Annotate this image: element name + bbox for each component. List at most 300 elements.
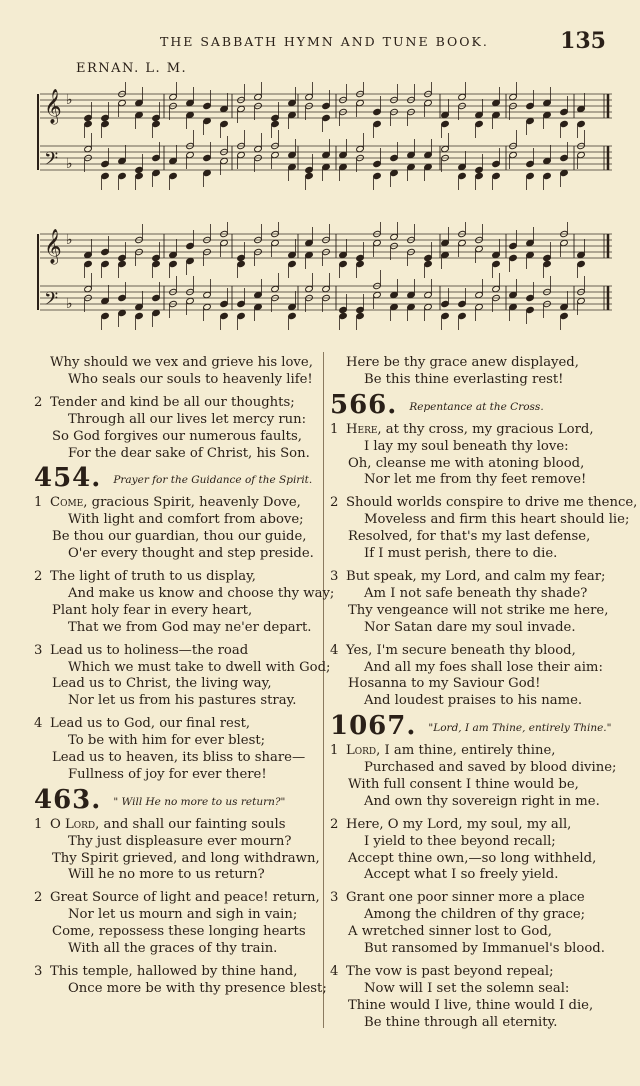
running-title: THE SABBATH HYMN AND TUNE BOOK. [160,34,489,49]
note-head [424,99,433,106]
note-head [526,117,535,124]
note-head [237,105,246,112]
line-text: Among the children of thy grace; [364,907,586,923]
note-head [509,93,518,100]
note-head [560,154,569,161]
note-head [101,312,110,319]
note-head [390,169,399,176]
line-text: Come, repossess these longing hearts [52,924,306,940]
note-head [543,157,552,164]
verse-line [34,603,324,620]
note-head [203,303,212,310]
note-head [526,102,535,109]
stanza-number: 2 [330,495,339,511]
note-head [543,99,552,106]
note-head [271,239,280,246]
note-head [271,151,280,158]
verse-line [330,1015,620,1032]
key-signature-flat: ♭ [66,296,73,312]
note-head [288,163,297,170]
verse-line [330,529,620,546]
note-head [169,93,178,100]
line-text: And all my foes shall lose their aim: [364,659,603,675]
note-head [441,300,450,307]
verse-line [330,964,620,981]
note-head [118,254,127,261]
note-head [526,239,535,246]
note-head [373,239,382,246]
stanza [34,568,335,637]
stanza [330,743,620,811]
stanza [330,964,620,1032]
note-head [424,291,433,298]
line-text: To be with him for ever blest; [68,733,266,749]
note-head [356,260,365,267]
hymn-title: Prayer for the Guidance of the Spirit. [113,474,313,487]
note-head [407,291,416,298]
note-head [543,254,552,261]
verse-line [34,750,324,767]
stanza [330,495,638,563]
line-text: Thine would I live, thine would I die, [348,997,594,1013]
note-head [186,242,195,249]
line-text: Lead us to holiness—the road [50,642,249,658]
hymn-title: " Will He no more to us return?" [113,795,286,808]
note-head [458,239,467,246]
verse-line [330,851,620,868]
line-text: Be thine through all eternity. [364,1014,558,1030]
note-head [339,151,348,158]
note-head [441,239,450,246]
note-head [577,120,586,127]
verse-line [330,372,620,389]
note-head [84,260,93,267]
note-head [271,120,280,127]
note-head [305,93,314,100]
line-text: Here, O my Lord, my soul, my all, [346,816,572,832]
note-head [475,166,484,173]
note-head [237,260,246,267]
note-head [152,309,161,316]
hymn-heading [330,711,620,742]
note-head [84,114,93,121]
line-text: Will he no more to us return? [68,867,265,883]
verse-line [330,834,620,851]
note-head [475,120,484,127]
verse-line [34,395,324,412]
stanza-number: 1 [34,816,43,832]
stanza [330,355,620,389]
verse-line [330,743,620,760]
verse-line [330,777,620,794]
verse-line [34,924,324,941]
note-head [254,93,263,100]
note-head [373,172,382,179]
line-text: And loudest praises to his name. [364,693,583,709]
note-head [509,151,518,158]
note-head [492,285,501,292]
verse-line [34,890,324,907]
note-head [203,154,212,161]
note-head [424,303,433,310]
note-head [305,166,314,173]
note-head [152,114,161,121]
line-text: and shall our fainting souls [99,816,286,832]
note-head [475,303,484,310]
line-text: Yes, I'm secure beneath thy blood, [346,642,576,658]
line-text: Who seals our souls to heavenly life! [68,371,313,387]
verse-line [330,620,620,637]
verse-line [34,446,324,463]
stanza-number: 3 [34,964,43,979]
verse-line [34,372,324,389]
note-head [458,93,467,100]
line-text: Once more be with thy presence blest; [68,980,327,996]
note-head [577,251,586,258]
note-head [84,145,93,152]
note-head [560,312,569,319]
hymn-heading [330,389,620,420]
verse-line [330,512,630,529]
note-head [560,303,569,310]
note-head [271,285,280,292]
line-text: Oh, cleanse me with atoning blood, [348,455,585,471]
line-text: Lead us to heaven, its bliss to share— [52,750,306,766]
line-text: A wretched sinner lost to God, [348,924,552,940]
hymn-number: 463. [34,784,102,815]
line-text: Great Source of light and peace! return, [50,890,320,906]
stanza [34,890,324,958]
note-head [220,239,229,246]
music-system-2 [36,222,616,332]
note-head [152,120,161,127]
verse-line [330,924,620,941]
bass-clef: 𝄢 [44,149,59,174]
stanza-number: 1 [34,495,43,511]
note-head [288,312,297,319]
line-text: The vow is past beyond repeal; [346,964,554,979]
treble-clef: 𝄞 [44,229,62,264]
verse-line [330,495,638,512]
line-text: Grant one poor sinner more a place [346,890,585,906]
note-head [271,114,280,121]
verse-line [34,643,324,660]
hymn-number: 566. [330,389,398,420]
verse-line [34,412,324,429]
stanza [34,642,331,711]
note-head [169,157,178,164]
line-text: Nor let me from thy feet remove! [364,472,587,488]
verse-line [330,941,620,958]
verse-line [34,817,324,834]
note-head [101,260,110,267]
note-head [390,291,399,298]
stanza [330,890,620,958]
page-header [0,30,640,60]
line-text: Purchased and saved by blood divine; [364,760,617,776]
note-head [237,312,246,319]
note-head [441,145,450,152]
hymn-heading [34,784,324,815]
note-head [220,300,229,307]
line-text: Be thou our guardian, thou our guide, [52,529,307,545]
line-text: I yield to thee beyond recall; [364,833,556,849]
music-system-1 [36,82,616,192]
first-word: Lord, [346,743,381,759]
note-head [288,111,297,118]
line-text: Moveless and firm this heart should lie; [364,512,630,528]
note-head [339,163,348,170]
verse-line [330,693,620,710]
note-head [186,257,195,264]
line-text: But speak, my Lord, and calm my fear; [346,568,606,584]
note-head [373,108,382,115]
note-head [135,312,144,319]
verse-line [330,981,620,998]
note-head [543,172,552,179]
note-head [543,260,552,267]
treble-clef: 𝄞 [44,89,62,124]
line-text: That we from God may ne'er depart. [68,619,312,635]
verse-line [330,439,620,456]
verse-line [34,585,335,603]
note-head [305,172,314,179]
note-head [424,254,433,261]
note-head [390,303,399,310]
note-head [118,260,127,267]
key-signature-flat: ♭ [66,232,73,248]
note-head [475,111,484,118]
note-head [186,151,195,158]
note-head [577,297,586,304]
note-head [492,172,501,179]
note-head [475,245,484,252]
line-text: Resolved, for that's my last defense, [348,529,591,545]
note-head [220,120,229,127]
note-head [305,285,314,292]
line-text: Be this thine everlasting rest! [364,371,564,387]
line-text: Accept what I so freely yield. [364,867,559,883]
verse-line [330,794,620,811]
stanza [34,964,327,998]
note-head [560,120,569,127]
note-head [152,169,161,176]
note-head [526,294,535,301]
note-head [577,151,586,158]
note-head [458,312,467,319]
line-text: This temple, hallowed by thine hand, [50,964,298,979]
first-word: Here, [346,421,382,437]
note-head [475,172,484,179]
stanza [330,422,620,490]
line-text: Tender and kind be all our thoughts; [50,394,295,410]
note-head [526,306,535,313]
note-head [237,300,246,307]
note-head [186,99,195,106]
note-head [288,303,297,310]
note-head [84,120,93,127]
note-head [152,294,161,301]
line-text: Fullness of joy for ever there! [68,766,267,782]
verse-line [330,456,620,473]
note-head [492,99,501,106]
stanza [34,716,324,784]
note-head [237,151,246,158]
note-head [390,154,399,161]
verse-line [34,733,324,750]
stanza-number: 3 [34,642,43,658]
note-head [203,117,212,124]
verse-line [34,676,324,693]
note-head [526,172,535,179]
note-head [407,151,416,158]
line-text: Why should we vex and grieve his love, [50,355,313,370]
note-head [339,306,348,313]
verse-line [330,603,620,620]
note-head [220,312,229,319]
note-head [305,251,314,258]
note-head [492,260,501,267]
stanza-number: 2 [330,816,339,832]
stanza-number: 4 [330,642,339,658]
music-staves-2 [36,222,616,332]
verse-line [330,660,620,677]
note-head [152,254,161,261]
note-head [373,160,382,167]
note-head [169,172,178,179]
note-head [577,105,586,112]
verse-line [34,546,324,563]
verse-line [34,495,324,512]
note-head [288,151,297,158]
line-text: Which we must take to dwell with God; [68,659,331,675]
note-head [135,172,144,179]
verse-line [330,546,620,563]
verse-line [330,569,620,586]
note-head [203,169,212,176]
verse-line [34,834,324,851]
stanza-number: 2 [34,890,43,906]
verse-line [34,964,324,981]
note-head [288,251,297,258]
line-text: Hosanna to my Saviour God! [348,676,541,692]
verse-line [330,907,620,924]
note-head [203,102,212,109]
note-head [118,172,127,179]
verse-line [34,851,324,868]
line-text: I am thine, entirely thine, [380,743,556,759]
note-head [254,145,263,152]
note-head [543,111,552,118]
note-head [186,111,195,118]
stanza [34,817,324,885]
note-head [101,172,110,179]
stanza-number: 2 [34,394,43,410]
stanza-number: 4 [34,716,43,732]
verse-line [330,422,620,439]
note-head [441,111,450,118]
note-head [169,260,178,267]
note-head [560,239,569,246]
verse-line [330,998,620,1015]
key-signature-flat: ♭ [66,92,73,108]
hymn-title: "Lord, I am Thine, entirely Thine." [428,722,612,735]
note-head [373,120,382,127]
stanza-number: 1 [330,421,339,437]
hymn-title: Repentance at the Cross. [409,400,544,413]
verse-line [330,867,620,884]
verse-line [34,620,324,637]
note-head [152,154,161,161]
verse-line [34,693,324,710]
line-text: If I must perish, there to die. [364,546,558,562]
note-head [101,248,110,255]
note-head [356,254,365,261]
note-head [237,254,246,261]
note-head [118,157,127,164]
note-head [135,166,144,173]
note-head [492,251,501,258]
note-head [101,160,110,167]
verse-line [330,355,620,372]
note-head [492,160,501,167]
note-head [390,233,399,240]
first-word: Come, [50,495,88,511]
stanza-number: 1 [330,743,339,759]
line-text: With full consent I thine would be, [348,776,579,792]
note-head [135,303,144,310]
note-head [577,260,586,267]
first-word: O Lord, [50,816,100,832]
note-head [118,99,127,106]
line-text: Nor let us from his pastures stray. [68,693,297,709]
stanza [330,817,620,885]
note-head [458,172,467,179]
verse-line [330,472,620,489]
stanza [330,569,620,637]
note-head [186,297,195,304]
note-head [220,105,229,112]
note-head [305,239,314,246]
stanza [34,395,324,463]
line-text: Nor Satan dare my soul invade. [364,619,576,635]
note-head [441,251,450,258]
verse-line [34,716,324,733]
note-head [458,163,467,170]
verse-line [34,659,331,677]
verse-line [330,817,620,834]
note-head [254,291,263,298]
verse-line [34,907,324,924]
verse-line [330,760,620,777]
line-text: Nor let us mourn and sigh in vain; [68,907,298,923]
note-head [101,114,110,121]
note-head [509,242,518,249]
note-head [560,169,569,176]
note-head [118,309,127,316]
tune-name: ERNAN. L. M. [76,61,188,76]
verse-line [34,767,324,784]
line-text: So God forgives our numerous faults, [52,428,302,444]
stanza [330,643,620,711]
note-head [169,251,178,258]
line-text: And make us know and choose thy way; [68,585,335,601]
line-text: The light of truth to us display, [50,568,256,584]
line-text: at thy cross, my gracious Lord, [381,421,594,437]
note-head [475,291,484,298]
line-text: Lead us to Christ, the living way, [52,676,272,692]
line-text: gracious Spirit, heavenly Dove, [87,495,301,511]
